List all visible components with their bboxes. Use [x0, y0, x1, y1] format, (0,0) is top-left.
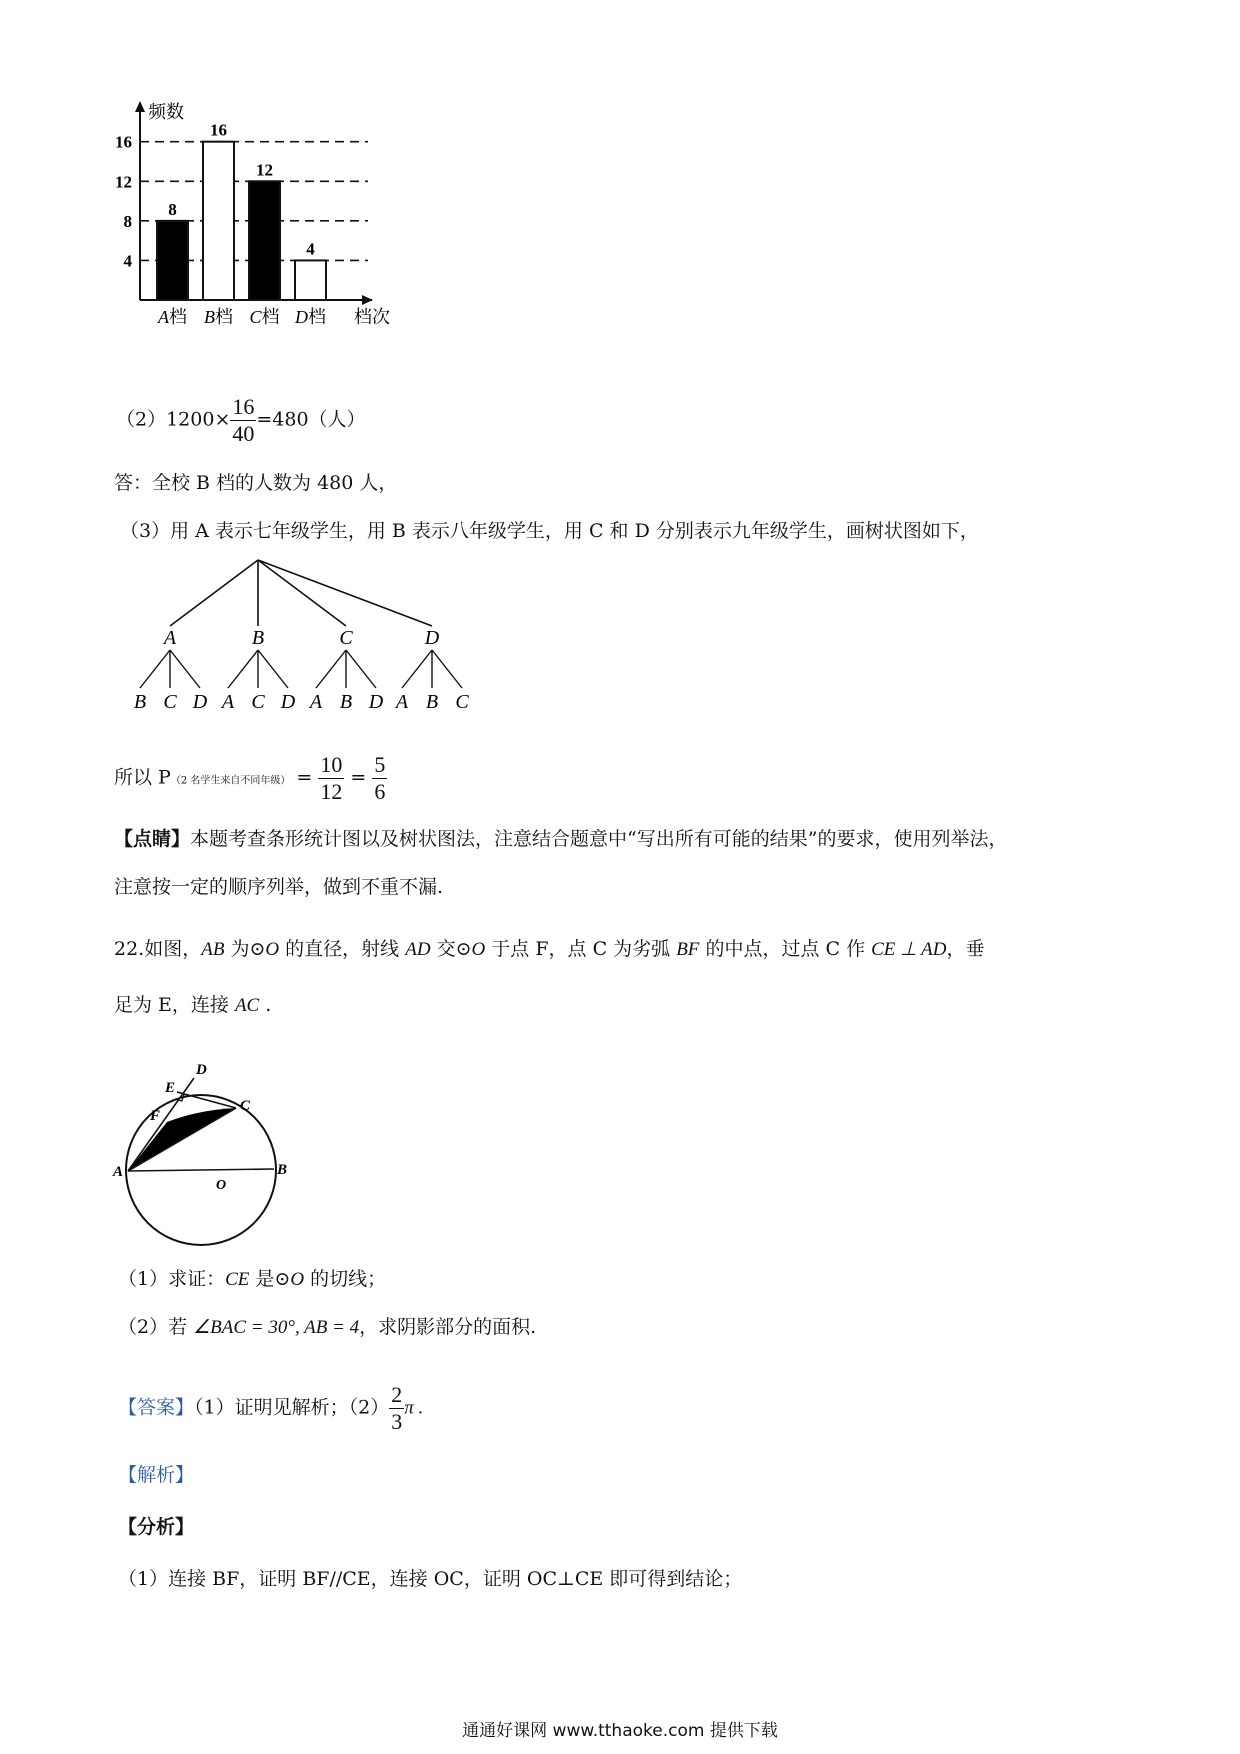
x-tick-label: B档	[204, 307, 233, 328]
q22-stem-1l: CE ⊥ AD	[871, 939, 947, 960]
bar-A	[157, 221, 188, 300]
q22-answer	[118, 1382, 423, 1435]
tree-node-level2: A	[395, 691, 409, 713]
q22-stem-1j: BF	[676, 939, 700, 960]
tree-node-level2: B	[425, 691, 439, 713]
q22-sub2c: ，求阴影部分的面积.	[359, 1316, 537, 1338]
bar-value-label: 4	[306, 239, 315, 259]
y-tick-label: 12	[115, 172, 132, 192]
q22-stem-1f: AD	[405, 939, 431, 960]
part2-suffix: =480（人）	[256, 408, 366, 431]
x-axis-label: 档次	[354, 307, 390, 327]
q22-stem-line-2	[114, 992, 271, 1019]
q22-stem-1b: AB	[201, 939, 225, 960]
tree-node-level2: C	[251, 691, 265, 713]
tree-node-level2: A	[221, 691, 235, 713]
tree-node-level1: B	[251, 627, 265, 649]
dianjing-text-1: 本题考查条形统计图以及树状图法，注意结合题意中“写出所有可能的结果”的要求，使用列举法，	[190, 828, 1008, 850]
q22-stem-line-1	[114, 936, 984, 963]
q22-sub1d: O	[290, 1269, 305, 1290]
q22-stem-2c: .	[259, 994, 272, 1016]
geometry-figure	[112, 1040, 332, 1260]
tree-node-level2: B	[339, 691, 353, 713]
bar-chart	[110, 100, 440, 370]
q22-stem-1a: 22.如图，	[114, 938, 202, 960]
bar-value-label: 8	[168, 199, 177, 219]
dianjing-line-1	[114, 826, 1007, 852]
answer-tag: 【答案】	[118, 1396, 195, 1419]
tree-node-level1: C	[339, 627, 353, 649]
tree-node-level2: D	[280, 691, 296, 713]
tree-branch	[258, 560, 346, 626]
q21-answer-line: 答：全校 B 档的人数为 480 人，	[114, 472, 398, 494]
tree-node-level2: D	[368, 691, 384, 713]
prob-fraction-1	[318, 752, 344, 805]
x-tick-label: C档	[249, 307, 280, 328]
prob-fraction-2	[372, 752, 387, 805]
q22-sub1c: 是⊙	[249, 1268, 291, 1290]
label-o: O	[216, 1178, 227, 1193]
y-axis-arrow	[135, 101, 145, 112]
tree-sub-branch	[258, 650, 288, 688]
q21-probability: 所以 P（2 名学生来自不同年级） = $\frac{10}{12}$ = $\frac{5}{6}$	[114, 752, 386, 804]
q22-stem-1m: ，垂	[946, 938, 985, 960]
answer-text: （1）证明见解析；（2）	[194, 1396, 390, 1419]
part2-numerator: 16	[232, 394, 255, 419]
tree-sub-branch	[140, 650, 170, 688]
bar-C	[249, 181, 280, 300]
q22-sub-2	[118, 1314, 536, 1341]
label-d: D	[196, 1062, 207, 1078]
tree-diagram	[118, 556, 488, 726]
answer-denominator: 3	[391, 1409, 403, 1434]
footer: 通通好课网 www.tthaoke.com 提供下载	[462, 1721, 778, 1741]
part2-prefix: （2）1200×	[116, 408, 231, 431]
q22-stem-1i: 于点 F，点 C 为劣弧	[485, 938, 677, 960]
prob-denominator-1: 12	[320, 779, 343, 804]
prob-prefix: 所以 P	[114, 766, 171, 789]
q22-sub2a: （2）若	[118, 1316, 194, 1338]
q22-stem-2b: AC	[234, 995, 260, 1016]
dianjing-line-2: 注意按一定的顺序列举，做到不重不漏.	[114, 876, 444, 898]
prob-subscript: （2 名学生来自不同年级）	[170, 775, 291, 787]
fenxi-tag: 【分析】	[118, 1516, 195, 1538]
label-a: A	[113, 1164, 124, 1180]
q22-stem-1g: 交⊙	[430, 938, 472, 960]
tree-node-level1: A	[163, 627, 177, 649]
bar-B	[203, 142, 234, 300]
tree-sub-branch	[316, 650, 346, 688]
y-tick-label: 8	[123, 211, 132, 231]
q22-stem-1k: 的中点，过点 C 作	[699, 938, 872, 960]
dianjing-tag: 【点睛】	[114, 828, 191, 850]
tree-node-level2: A	[309, 691, 323, 713]
q21-part2	[116, 394, 366, 447]
tree-node-level2: D	[192, 691, 208, 713]
label-c: C	[240, 1098, 251, 1114]
tree-sub-branch	[228, 650, 258, 688]
answer-numerator: 2	[391, 1382, 403, 1407]
prob-denominator-2: 6	[374, 779, 386, 804]
q22-sub1e: 的切线；	[304, 1268, 387, 1290]
prob-numerator-1: 10	[320, 752, 343, 777]
q21-part3-line: （3）用 A 表示七年级学生，用 B 表示八年级学生，用 C 和 D 分别表示九年级学生，画树状图如下，	[120, 520, 979, 542]
q22-sub1a: （1）求证：	[118, 1268, 226, 1290]
label-f: F	[150, 1108, 161, 1124]
tree-sub-branch	[346, 650, 376, 688]
tree-node-level1: D	[424, 627, 440, 649]
q22-stem-1e: 的直径，射线	[279, 938, 406, 960]
tree-sub-branch	[402, 650, 432, 688]
x-tick-label: D档	[295, 307, 326, 328]
diameter-ab	[128, 1169, 274, 1171]
x-axis-arrow	[362, 295, 373, 305]
tree-branch	[258, 560, 432, 626]
q22-sub1b: CE	[225, 1269, 250, 1290]
tree-node-level2: B	[133, 691, 147, 713]
q22-sub2b: ∠BAC = 30°, AB = 4	[193, 1317, 360, 1338]
y-tick-label: 16	[115, 132, 132, 152]
answer-fraction	[389, 1382, 404, 1435]
q22-stem-1d: O	[265, 939, 280, 960]
tree-node-level2: C	[455, 691, 469, 713]
part2-denominator: 40	[232, 421, 255, 446]
bar-D	[295, 260, 326, 300]
label-b: B	[277, 1162, 288, 1178]
tree-sub-branch	[432, 650, 462, 688]
answer-pi: π .	[404, 1397, 424, 1419]
y-tick-label: 4	[123, 251, 132, 271]
tree-node-level2: C	[163, 691, 177, 713]
tree-sub-branch	[170, 650, 200, 688]
y-axis-label: 频数	[148, 102, 184, 122]
prob-numerator-2: 5	[374, 752, 386, 777]
part2-fraction	[230, 394, 256, 447]
analysis-line-1: （1）连接 BF，证明 BF//CE，连接 OC，证明 OC⊥CE 即可得到结论；	[118, 1568, 743, 1590]
label-e: E	[165, 1080, 176, 1096]
tree-branch	[170, 560, 258, 626]
q22-stem-2a: 足为 E，连接	[114, 994, 235, 1016]
bar-value-label: 16	[210, 120, 227, 140]
q22-stem-1c: 为⊙	[224, 938, 266, 960]
jiexi-tag: 【解析】	[118, 1464, 195, 1486]
q22-sub-1	[118, 1266, 386, 1293]
bar-value-label: 12	[256, 160, 273, 180]
x-tick-label: A档	[158, 307, 187, 328]
q22-stem-1h: O	[471, 939, 486, 960]
